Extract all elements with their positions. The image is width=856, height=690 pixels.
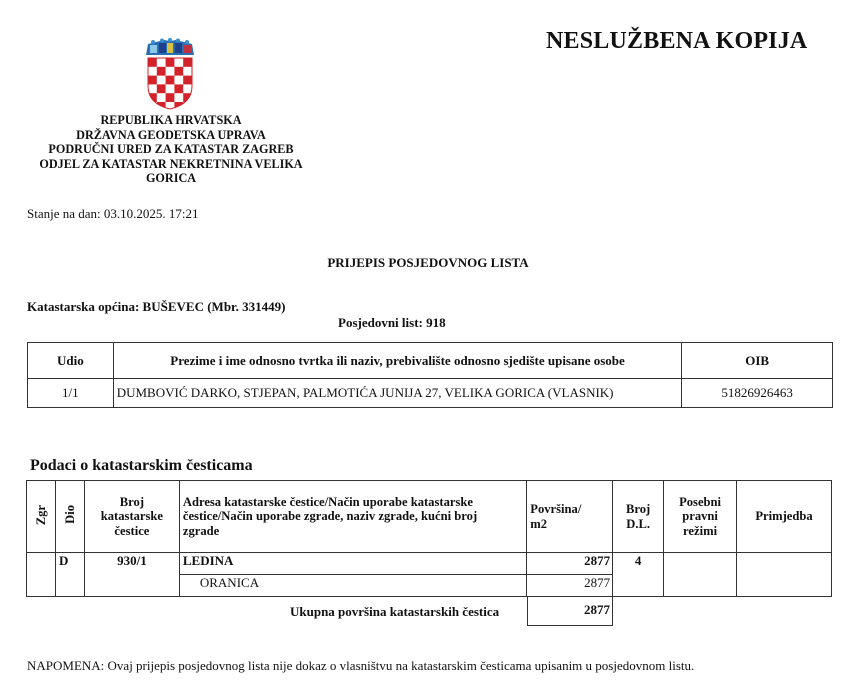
- parcel-broj-dl: 4: [613, 553, 664, 597]
- shield-check: [166, 76, 175, 85]
- header-line: D.L.: [626, 516, 651, 531]
- header-line: Adresa katastarske čestice/Način uporabe katastarske: [182, 494, 473, 509]
- header-primjedba: Primjedba: [737, 481, 832, 553]
- land-use: ORANICA: [179, 575, 526, 597]
- header-broj-cestice: [84, 481, 179, 553]
- total-area-value: 2877: [584, 602, 610, 617]
- parcel-primjedba: [737, 553, 832, 597]
- table-row: [28, 379, 833, 408]
- shield-check: [166, 58, 175, 67]
- header-line: čestice/Način uporabe zgrade, naziv zgrade, kućni broj: [182, 509, 478, 524]
- possession-sheet-number: Posjedovni list: 918: [338, 315, 446, 330]
- owner-share: 1/1: [28, 379, 114, 408]
- shield-check: [157, 67, 166, 76]
- header-line: Površina/: [530, 502, 582, 516]
- shield-check: [174, 84, 183, 93]
- header-line: Broj: [626, 502, 651, 516]
- header-dio-label: Dio: [62, 505, 77, 525]
- header-line: Posebni: [679, 494, 722, 509]
- table-row: [27, 553, 832, 575]
- institution-line: GORICA: [145, 171, 197, 186]
- parcel-dio: D: [55, 553, 84, 597]
- parcel-posebni-rezimi: [664, 553, 737, 597]
- cadastral-municipality: Katastarska općina: BUŠEVEC (Mbr. 331449): [27, 299, 286, 314]
- header-zgr-label: Zgr: [33, 504, 48, 525]
- status-date: Stanje na dan: 03.10.2025. 17:21: [27, 206, 199, 221]
- footer-note: NAPOMENA: Ovaj prijepis posjedovnog lista nije dokaz o vlasništvu na katastarskim česticama upisanim u posjedovnom listu.: [27, 658, 695, 673]
- parcels-header-row: [27, 481, 832, 553]
- parcel-address: LEDINA: [179, 553, 526, 575]
- shield-check: [148, 76, 157, 85]
- document-title: PRIJEPIS POSJEDOVNOG LISTA: [327, 255, 529, 270]
- header-broj-dl: [613, 481, 664, 553]
- header-udio: Udio: [28, 343, 114, 379]
- header-zgr: [27, 481, 56, 553]
- header-dio: [55, 481, 84, 553]
- header-line: čestice: [114, 523, 150, 538]
- parcels-table: [26, 480, 832, 597]
- header-owner-name: Prezime i ime odnosno tvrtka ili naziv, prebivalište odnosno sjedište upisane osobe: [113, 343, 682, 379]
- shield-check: [183, 76, 192, 85]
- shield-check: [166, 93, 175, 102]
- header-line: m2: [530, 516, 548, 531]
- header-oib: OIB: [682, 343, 833, 379]
- header-adresa: [179, 481, 526, 553]
- owner-name: DUMBOVIĆ DARKO, STJEPAN, PALMOTIĆA JUNIJA 27, VELIKA GORICA (VLASNIK): [113, 379, 682, 408]
- shield-check: [148, 58, 157, 67]
- parcels-section-title: Podaci o katastarskim česticama: [30, 457, 253, 474]
- total-area-label: Ukupna površina katastarskih čestica: [290, 604, 500, 619]
- header-posebni-rezimi: [664, 481, 737, 553]
- owner-oib: 51826926463: [682, 379, 833, 408]
- institution-name: [18, 113, 324, 186]
- header-line: pravni: [682, 509, 718, 524]
- institution-line: REPUBLIKA HRVATSKA: [100, 113, 242, 127]
- shield-check: [157, 84, 166, 93]
- land-use-area: 2877: [527, 575, 613, 597]
- header-line: Broj: [119, 494, 145, 509]
- owners-header-row: [28, 343, 833, 379]
- institution-line: ODJEL ZA KATASTAR NEKRETNINA VELIKA: [39, 156, 303, 171]
- institution-line: DRŽAVNA GEODETSKA UPRAVA: [76, 127, 266, 142]
- header-line: katastarske: [100, 509, 164, 524]
- header-line: režimi: [683, 523, 718, 538]
- institution-line: PODRUČNI URED ZA KATASTAR ZAGREB: [48, 142, 294, 157]
- owners-table: [27, 342, 833, 408]
- parcel-area: 2877: [527, 553, 613, 575]
- shield-check: [183, 58, 192, 67]
- header-povrsina: [527, 481, 613, 553]
- total-area-box: [527, 597, 613, 626]
- parcel-number: 930/1: [84, 553, 179, 597]
- unofficial-copy-watermark: NESLUŽBENA KOPIJA: [546, 28, 808, 54]
- header-line: zgrade: [182, 523, 220, 538]
- coat-of-arms-icon: [142, 38, 198, 110]
- shield-check: [174, 67, 183, 76]
- parcel-zgr: [27, 553, 56, 597]
- crown-icon: [146, 38, 194, 55]
